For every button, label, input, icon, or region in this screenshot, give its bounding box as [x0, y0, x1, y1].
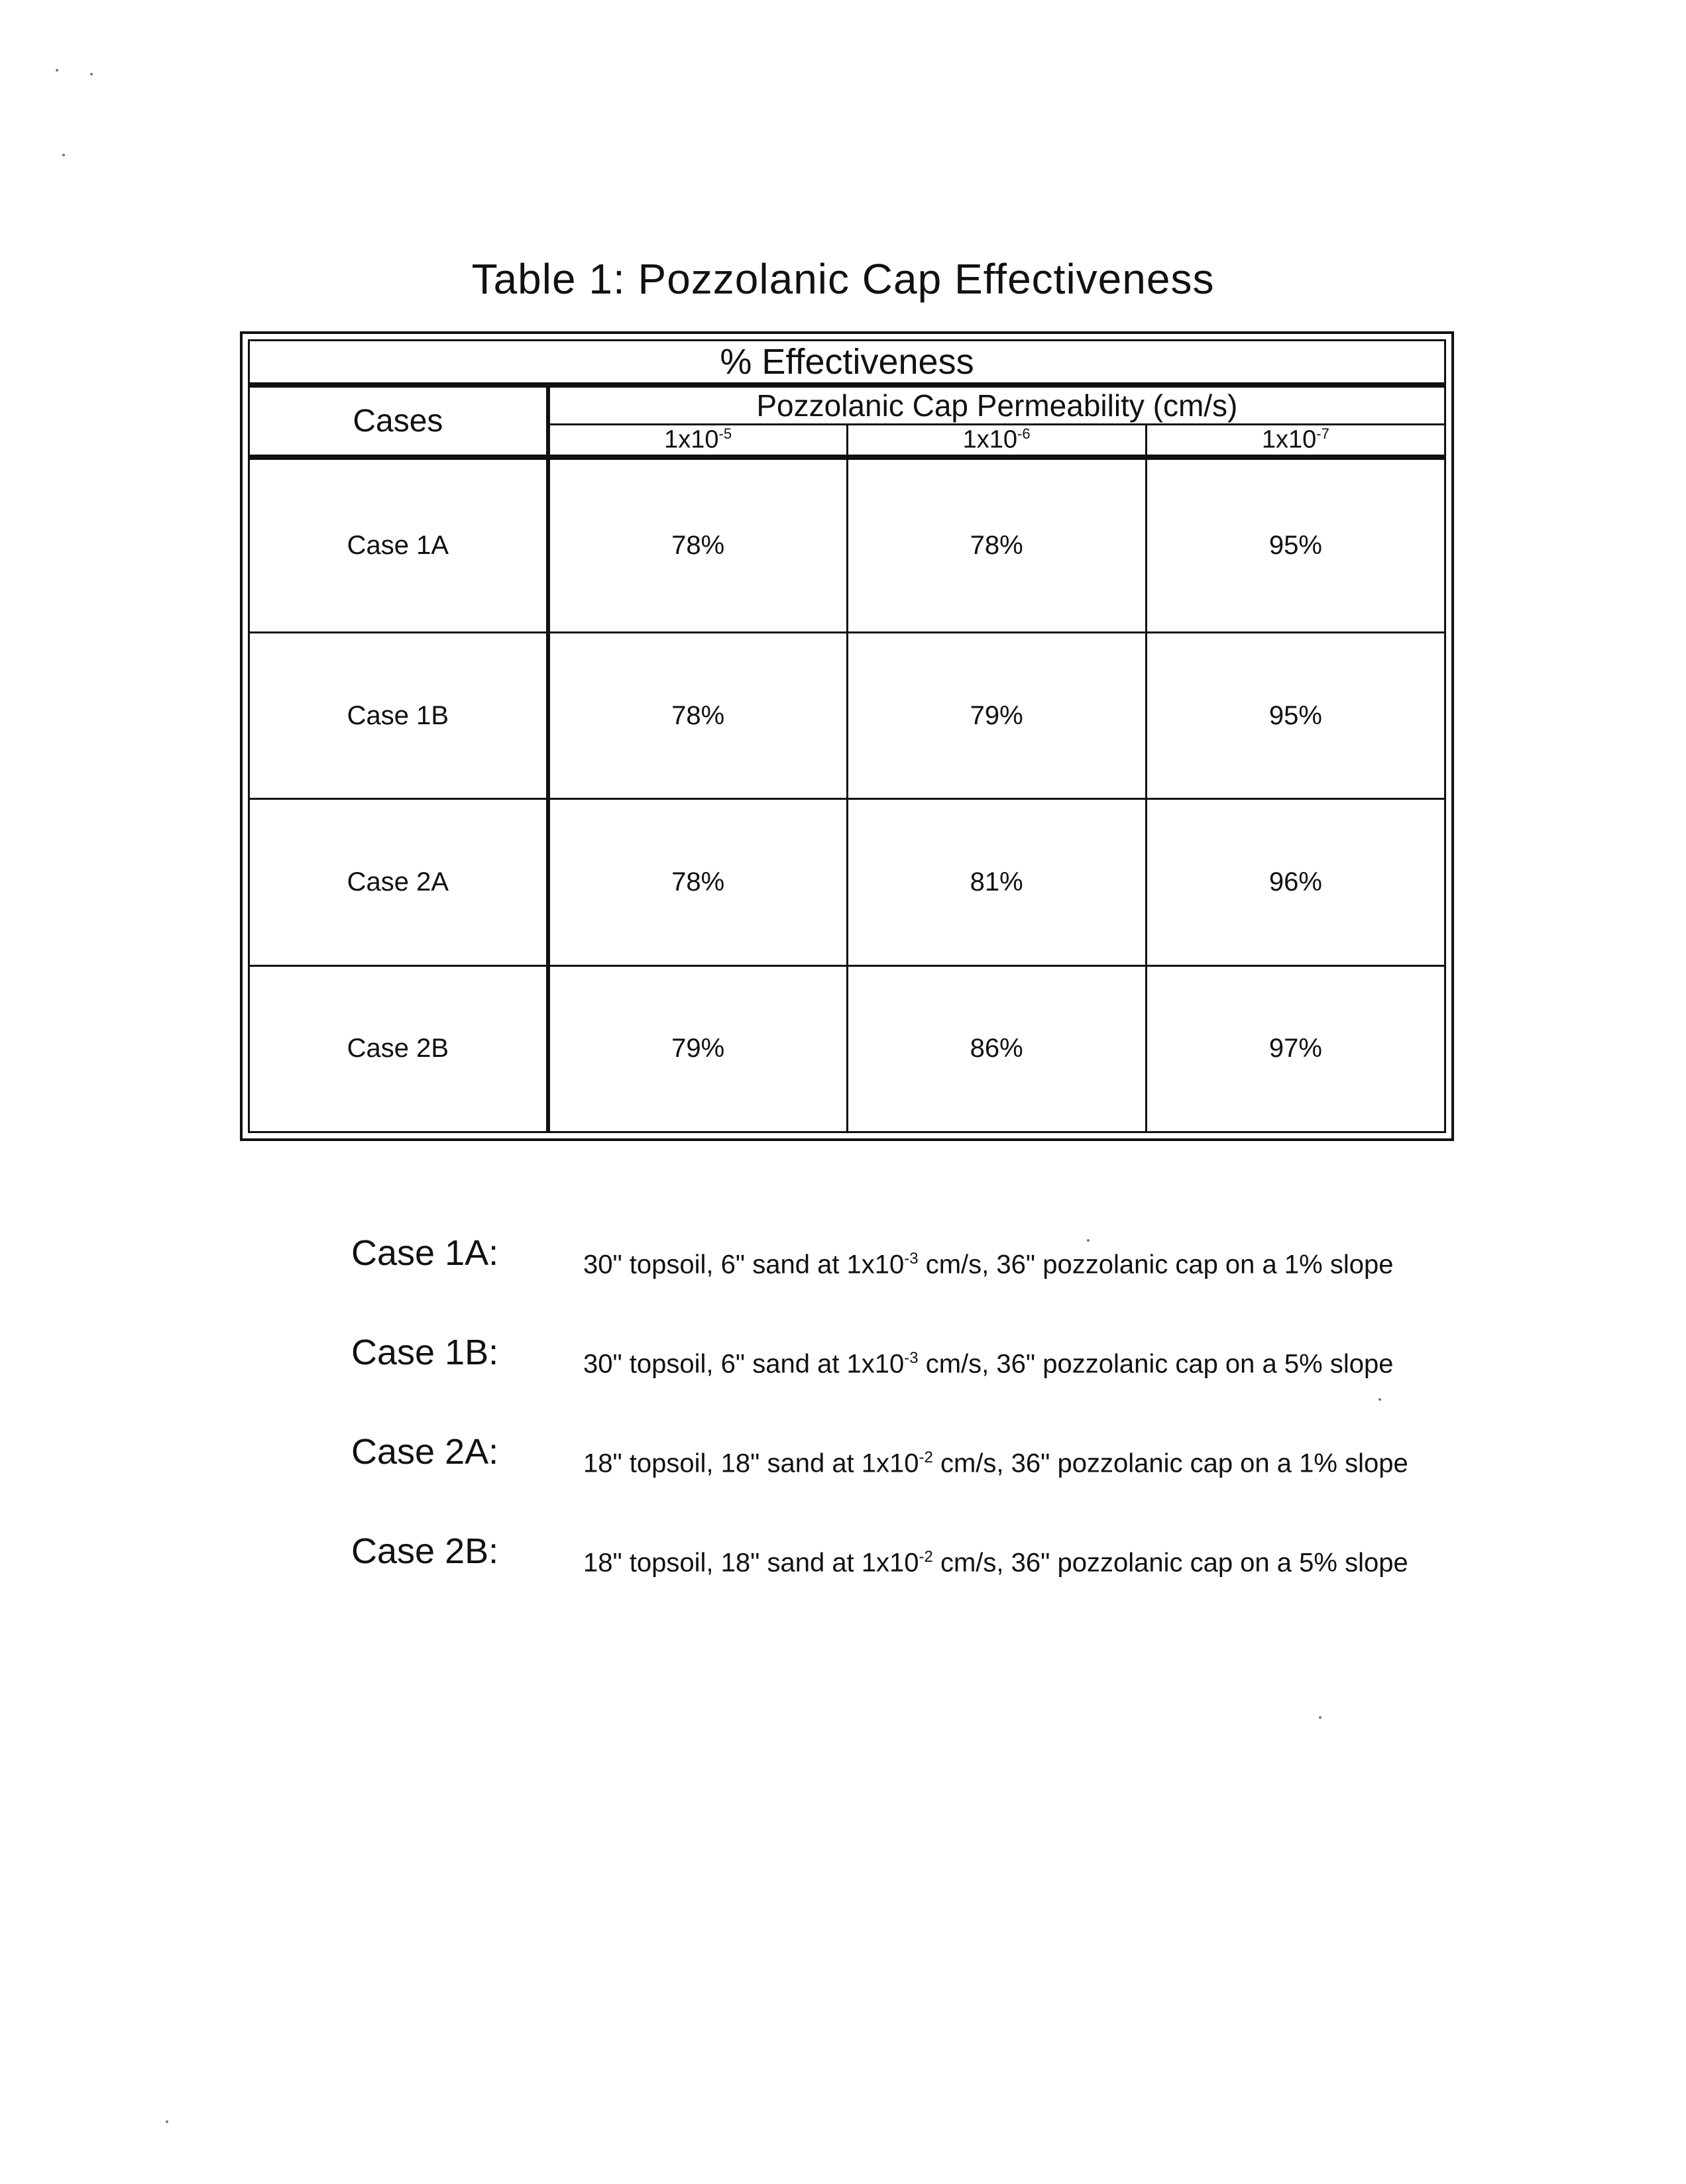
table-cell: 78%: [548, 632, 847, 798]
effectiveness-header: % Effectiveness: [249, 341, 1445, 386]
scan-speck: [1087, 1239, 1090, 1242]
case-label: Case 1A: [249, 457, 548, 632]
legend-key: Case 1B:: [351, 1333, 499, 1372]
permeability-value-2: $1x10^{-6}$: [847, 425, 1146, 458]
legend-description: 18" topsoil, 18" sand at $1x10^{-2}$ cm/s, 36" pozzolanic cap on a 5% slope: [583, 1548, 1408, 1578]
scan-speck: [1378, 1398, 1381, 1401]
table-row: [249, 799, 1445, 965]
legend-description: 18" topsoil, 18" sand at $1x10^{-2}$ cm/s, 36" pozzolanic cap on a 1% slope: [583, 1448, 1408, 1478]
page-title: Table 1: Pozzolanic Cap Effectiveness: [471, 255, 1215, 303]
legend-item: [351, 1431, 1478, 1531]
table-row: [249, 965, 1445, 1132]
table-cell: 78%: [548, 799, 847, 965]
legend-key: Case 1A:: [351, 1233, 499, 1273]
table-cell: 95%: [1146, 457, 1445, 632]
legend-description: 30" topsoil, 6" sand at $1x10^{-3}$ cm/s, 36" pozzolanic cap on a 5% slope: [583, 1349, 1394, 1379]
cases-header: Cases: [249, 385, 548, 457]
effectiveness-table: [248, 339, 1446, 1133]
legend-item: [351, 1531, 1478, 1630]
table-cell: 86%: [847, 965, 1146, 1132]
case-label: Case 2A: [249, 799, 548, 965]
table-cell: 81%: [847, 799, 1146, 965]
table-cell: 95%: [1146, 632, 1445, 798]
legend-item: [351, 1232, 1478, 1332]
legend-description: 30" topsoil, 6" sand at $1x10^{-3}$ cm/s, 36" pozzolanic cap on a 1% slope: [583, 1250, 1394, 1280]
scan-speck: [56, 69, 58, 72]
permeability-header: Pozzolanic Cap Permeability (cm/s): [548, 385, 1445, 425]
table-cell: 79%: [847, 632, 1146, 798]
scan-speck: [1319, 1716, 1321, 1719]
case-label: Case 2B: [249, 965, 548, 1132]
scan-speck: [90, 73, 93, 76]
legend-key: Case 2B:: [351, 1531, 499, 1571]
permeability-value-1: $1x10^{-5}$: [548, 425, 847, 458]
effectiveness-table-frame: [240, 331, 1454, 1141]
table-row: [249, 632, 1445, 798]
legend-key: Case 2A:: [351, 1432, 499, 1472]
case-legend: [351, 1232, 1478, 1630]
table-cell: 79%: [548, 965, 847, 1132]
table-row: [249, 457, 1445, 632]
case-label: Case 1B: [249, 632, 548, 798]
table-cell: 78%: [847, 457, 1146, 632]
permeability-value-3: $1x10^{-7}$: [1146, 425, 1445, 458]
legend-item: [351, 1332, 1478, 1431]
scan-speck: [166, 2120, 168, 2123]
table-cell: 78%: [548, 457, 847, 632]
scan-speck: [62, 154, 65, 156]
table-cell: 97%: [1146, 965, 1445, 1132]
table-cell: 96%: [1146, 799, 1445, 965]
